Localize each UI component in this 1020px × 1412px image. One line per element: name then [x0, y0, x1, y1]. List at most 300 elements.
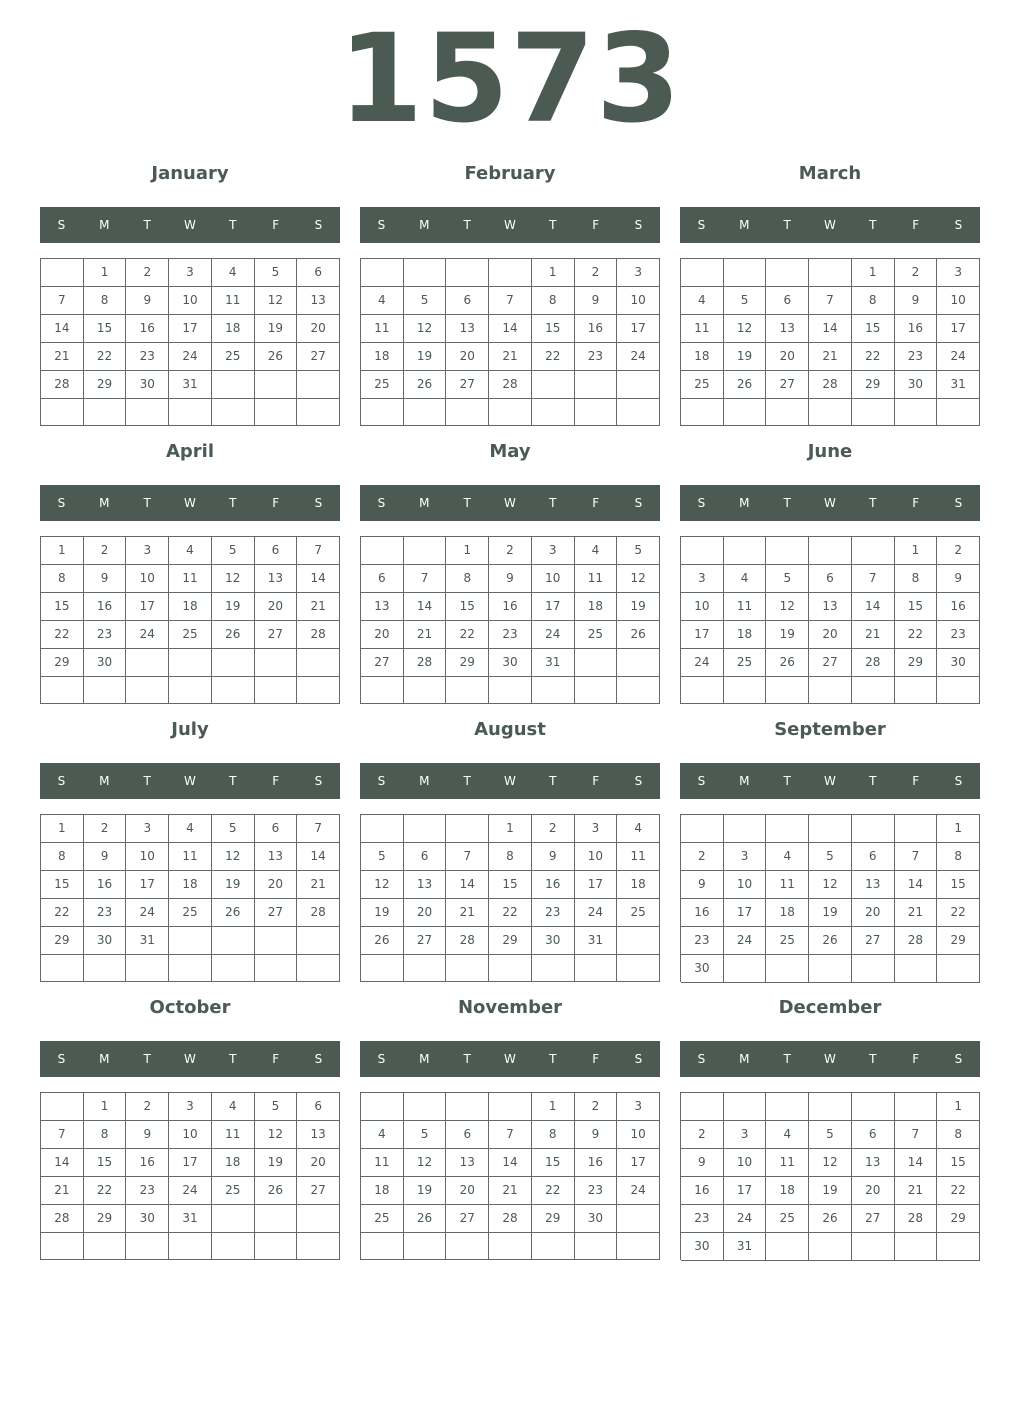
- weekday-label: S: [314, 1052, 323, 1066]
- day-cell: 30: [84, 649, 127, 677]
- day-cell: 2: [575, 259, 618, 287]
- day-cell: 28: [41, 371, 84, 399]
- day-cell: 22: [532, 1177, 575, 1205]
- day-cell: 22: [532, 343, 575, 371]
- day-cell: [532, 1233, 575, 1260]
- day-cell: 29: [895, 649, 938, 677]
- day-grid: [40, 536, 340, 704]
- day-cell: 16: [575, 1149, 618, 1177]
- day-cell: [84, 955, 127, 982]
- day-cell: 9: [575, 1121, 618, 1149]
- day-cell: [297, 955, 340, 982]
- weekday-label: T: [143, 1052, 151, 1066]
- month-title: November: [457, 997, 563, 1018]
- weekday-label: S: [954, 774, 963, 788]
- weekday-label: W: [184, 774, 196, 788]
- month-title: September: [774, 719, 886, 740]
- day-cell: [212, 1233, 255, 1260]
- day-cell: 31: [724, 1233, 767, 1261]
- day-cell: 15: [852, 315, 895, 343]
- day-cell: 5: [361, 843, 404, 871]
- weekday-label: S: [57, 1052, 66, 1066]
- day-cell: 11: [575, 565, 618, 593]
- day-cell: 6: [809, 565, 852, 593]
- day-cell: 1: [84, 259, 127, 287]
- day-cell: 20: [446, 343, 489, 371]
- month-title: December: [778, 997, 882, 1018]
- day-cell: [255, 927, 298, 955]
- day-cell: 13: [852, 871, 895, 899]
- weekday-label: M: [739, 774, 750, 788]
- day-cell: [404, 259, 447, 287]
- day-cell: 19: [809, 899, 852, 927]
- day-cell: 8: [852, 287, 895, 315]
- weekday-label: T: [143, 496, 151, 510]
- day-cell: 17: [617, 315, 660, 343]
- day-cell: 15: [41, 871, 84, 899]
- day-cell: 12: [809, 1149, 852, 1177]
- day-cell: [937, 1233, 980, 1261]
- day-cell: 6: [255, 815, 298, 843]
- day-cell: 5: [617, 537, 660, 565]
- day-cell: 28: [895, 1205, 938, 1233]
- day-cell: 20: [297, 315, 340, 343]
- day-cell: 27: [297, 1177, 340, 1205]
- day-cell: 19: [724, 343, 767, 371]
- weekday-label: T: [783, 218, 791, 232]
- day-cell: 28: [809, 371, 852, 399]
- day-cell: 25: [681, 371, 724, 399]
- day-cell: 19: [212, 593, 255, 621]
- day-cell: [404, 677, 447, 704]
- day-cell: [617, 677, 660, 704]
- day-cell: 4: [617, 815, 660, 843]
- day-cell: 31: [126, 927, 169, 955]
- day-cell: 21: [895, 1177, 938, 1205]
- day-cell: [681, 537, 724, 565]
- day-cell: 9: [937, 565, 980, 593]
- day-cell: [766, 259, 809, 287]
- day-cell: 15: [84, 315, 127, 343]
- day-cell: 20: [361, 621, 404, 649]
- day-grid: [360, 536, 660, 704]
- day-cell: 18: [212, 1149, 255, 1177]
- day-cell: [169, 927, 212, 955]
- day-cell: 28: [489, 1205, 532, 1233]
- weekday-label: S: [697, 218, 706, 232]
- day-cell: 30: [489, 649, 532, 677]
- day-cell: 20: [297, 1149, 340, 1177]
- day-cell: 11: [212, 1121, 255, 1149]
- day-cell: [617, 1205, 660, 1233]
- day-cell: 17: [169, 315, 212, 343]
- day-cell: 6: [852, 1121, 895, 1149]
- day-cell: [446, 1093, 489, 1121]
- day-cell: 8: [532, 287, 575, 315]
- weekday-label: W: [824, 1052, 836, 1066]
- day-cell: 24: [617, 343, 660, 371]
- day-cell: [617, 399, 660, 426]
- weekday-label: S: [57, 774, 66, 788]
- weekday-label: S: [634, 218, 643, 232]
- day-cell: 29: [446, 649, 489, 677]
- day-cell: [446, 677, 489, 704]
- day-cell: 5: [255, 1093, 298, 1121]
- month-title: February: [464, 163, 556, 184]
- day-cell: [809, 1233, 852, 1261]
- day-cell: [532, 371, 575, 399]
- day-cell: [681, 1093, 724, 1121]
- day-cell: 26: [255, 1177, 298, 1205]
- day-cell: [895, 1233, 938, 1261]
- weekday-label: F: [592, 1052, 600, 1066]
- day-cell: 1: [937, 815, 980, 843]
- weekday-label: W: [184, 496, 196, 510]
- weekday-label: F: [912, 774, 920, 788]
- day-cell: 14: [809, 315, 852, 343]
- day-cell: 5: [212, 537, 255, 565]
- weekday-label: F: [272, 218, 280, 232]
- day-cell: 14: [446, 871, 489, 899]
- day-cell: 22: [489, 899, 532, 927]
- day-cell: 15: [489, 871, 532, 899]
- day-cell: [41, 1233, 84, 1260]
- day-cell: 28: [895, 927, 938, 955]
- day-cell: 24: [126, 621, 169, 649]
- weekday-label: F: [912, 1052, 920, 1066]
- day-cell: 23: [84, 899, 127, 927]
- day-cell: 27: [297, 343, 340, 371]
- weekday-label: S: [634, 496, 643, 510]
- day-cell: 5: [404, 1121, 447, 1149]
- day-cell: 3: [575, 815, 618, 843]
- day-cell: 23: [532, 899, 575, 927]
- day-cell: 26: [255, 343, 298, 371]
- day-cell: [126, 1233, 169, 1260]
- day-cell: 16: [681, 1177, 724, 1205]
- day-cell: 23: [84, 621, 127, 649]
- weekday-label: W: [824, 218, 836, 232]
- day-cell: 16: [895, 315, 938, 343]
- day-cell: 1: [489, 815, 532, 843]
- day-cell: 29: [41, 649, 84, 677]
- weekday-label: F: [272, 1052, 280, 1066]
- day-cell: 19: [212, 871, 255, 899]
- day-cell: 25: [575, 621, 618, 649]
- day-cell: 9: [532, 843, 575, 871]
- weekday-label: T: [869, 1052, 877, 1066]
- day-cell: 25: [361, 1205, 404, 1233]
- day-cell: 12: [361, 871, 404, 899]
- day-cell: 17: [937, 315, 980, 343]
- day-grid: [680, 814, 980, 982]
- day-cell: [297, 677, 340, 704]
- day-cell: 19: [766, 621, 809, 649]
- day-cell: 28: [446, 927, 489, 955]
- day-cell: 14: [297, 565, 340, 593]
- day-cell: 1: [532, 1093, 575, 1121]
- day-cell: 12: [617, 565, 660, 593]
- day-cell: 12: [212, 565, 255, 593]
- day-cell: 7: [404, 565, 447, 593]
- day-cell: [255, 677, 298, 704]
- day-cell: [489, 1233, 532, 1260]
- day-cell: 17: [532, 593, 575, 621]
- day-cell: [766, 677, 809, 704]
- day-cell: 10: [937, 287, 980, 315]
- day-cell: 23: [575, 343, 618, 371]
- day-cell: 15: [937, 871, 980, 899]
- day-cell: [41, 1093, 84, 1121]
- day-cell: 8: [446, 565, 489, 593]
- day-cell: 22: [41, 899, 84, 927]
- day-cell: 31: [937, 371, 980, 399]
- day-cell: 2: [575, 1093, 618, 1121]
- day-cell: 6: [766, 287, 809, 315]
- day-cell: 16: [681, 899, 724, 927]
- day-cell: [575, 399, 618, 426]
- day-cell: 5: [404, 287, 447, 315]
- day-cell: [895, 815, 938, 843]
- weekday-header: [680, 1041, 980, 1077]
- day-cell: 2: [126, 1093, 169, 1121]
- day-cell: [617, 1233, 660, 1260]
- day-grid: [680, 258, 980, 426]
- day-cell: [809, 399, 852, 426]
- weekday-label: S: [634, 774, 643, 788]
- day-cell: 2: [126, 259, 169, 287]
- day-cell: [212, 955, 255, 982]
- day-cell: [361, 399, 404, 426]
- day-cell: 24: [169, 343, 212, 371]
- day-cell: 4: [575, 537, 618, 565]
- day-cell: 25: [766, 927, 809, 955]
- weekday-label: T: [783, 496, 791, 510]
- day-cell: [84, 677, 127, 704]
- day-cell: 13: [766, 315, 809, 343]
- day-cell: 12: [766, 593, 809, 621]
- day-cell: [724, 259, 767, 287]
- day-cell: 10: [681, 593, 724, 621]
- day-cell: 21: [489, 343, 532, 371]
- day-cell: 7: [809, 287, 852, 315]
- day-cell: 11: [617, 843, 660, 871]
- day-cell: [766, 1093, 809, 1121]
- day-cell: 9: [84, 565, 127, 593]
- weekday-label: S: [697, 774, 706, 788]
- day-cell: 30: [575, 1205, 618, 1233]
- day-cell: 29: [532, 1205, 575, 1233]
- day-cell: 10: [169, 287, 212, 315]
- day-cell: 23: [126, 1177, 169, 1205]
- day-cell: 5: [766, 565, 809, 593]
- month-title: March: [798, 163, 862, 184]
- day-cell: 5: [212, 815, 255, 843]
- day-cell: [446, 815, 489, 843]
- day-cell: [852, 677, 895, 704]
- day-cell: 14: [489, 1149, 532, 1177]
- day-cell: 18: [724, 621, 767, 649]
- day-cell: 12: [724, 315, 767, 343]
- weekday-label: F: [272, 774, 280, 788]
- day-cell: [852, 815, 895, 843]
- day-cell: [724, 815, 767, 843]
- day-cell: [446, 955, 489, 982]
- day-cell: [255, 399, 298, 426]
- day-cell: 9: [895, 287, 938, 315]
- day-cell: 12: [255, 287, 298, 315]
- day-cell: [724, 677, 767, 704]
- weekday-label: T: [143, 218, 151, 232]
- day-cell: 3: [169, 1093, 212, 1121]
- day-cell: 10: [724, 871, 767, 899]
- day-cell: 14: [852, 593, 895, 621]
- day-cell: 27: [852, 927, 895, 955]
- day-cell: 8: [84, 287, 127, 315]
- day-cell: 22: [852, 343, 895, 371]
- day-cell: 3: [724, 1121, 767, 1149]
- day-cell: 17: [681, 621, 724, 649]
- weekday-label: M: [739, 1052, 750, 1066]
- day-cell: 16: [489, 593, 532, 621]
- weekday-label: T: [463, 774, 471, 788]
- day-cell: 24: [724, 927, 767, 955]
- day-cell: 6: [255, 537, 298, 565]
- day-cell: 27: [852, 1205, 895, 1233]
- day-cell: [937, 399, 980, 426]
- day-cell: 4: [212, 1093, 255, 1121]
- day-grid: [360, 1092, 660, 1260]
- day-cell: 25: [212, 343, 255, 371]
- day-cell: 7: [489, 1121, 532, 1149]
- weekday-header: [40, 1041, 340, 1077]
- day-cell: 25: [724, 649, 767, 677]
- weekday-header: [360, 207, 660, 243]
- day-cell: 2: [681, 1121, 724, 1149]
- day-cell: 18: [766, 1177, 809, 1205]
- day-cell: [937, 677, 980, 704]
- day-cell: 26: [212, 899, 255, 927]
- day-cell: 16: [126, 315, 169, 343]
- day-cell: 3: [681, 565, 724, 593]
- day-cell: [297, 1205, 340, 1233]
- day-cell: [361, 259, 404, 287]
- day-cell: [532, 677, 575, 704]
- day-cell: [84, 399, 127, 426]
- day-cell: [361, 815, 404, 843]
- day-cell: 13: [852, 1149, 895, 1177]
- day-grid: [680, 1092, 980, 1260]
- weekday-header: [680, 485, 980, 521]
- day-cell: [361, 537, 404, 565]
- weekday-label: W: [184, 1052, 196, 1066]
- day-cell: [126, 677, 169, 704]
- day-cell: 22: [84, 1177, 127, 1205]
- weekday-label: W: [504, 218, 516, 232]
- day-cell: 15: [84, 1149, 127, 1177]
- day-cell: [489, 677, 532, 704]
- day-cell: 12: [809, 871, 852, 899]
- weekday-label: T: [549, 496, 557, 510]
- day-cell: 8: [895, 565, 938, 593]
- day-cell: 25: [361, 371, 404, 399]
- day-cell: 14: [895, 871, 938, 899]
- day-cell: 10: [532, 565, 575, 593]
- day-grid: [40, 1092, 340, 1260]
- day-cell: [361, 1233, 404, 1260]
- day-cell: 21: [489, 1177, 532, 1205]
- weekday-label: S: [697, 496, 706, 510]
- day-cell: [404, 1233, 447, 1260]
- day-cell: 10: [169, 1121, 212, 1149]
- day-cell: 18: [361, 1177, 404, 1205]
- day-cell: [766, 955, 809, 983]
- day-cell: 1: [446, 537, 489, 565]
- day-cell: [681, 259, 724, 287]
- weekday-label: W: [824, 774, 836, 788]
- day-cell: 9: [126, 287, 169, 315]
- month-title: April: [165, 441, 215, 462]
- day-cell: 31: [169, 1205, 212, 1233]
- day-cell: [212, 927, 255, 955]
- day-cell: 18: [169, 871, 212, 899]
- day-cell: [724, 537, 767, 565]
- day-cell: 19: [255, 1149, 298, 1177]
- day-cell: 17: [575, 871, 618, 899]
- weekday-label: W: [184, 218, 196, 232]
- day-cell: 4: [724, 565, 767, 593]
- weekday-label: W: [504, 496, 516, 510]
- day-cell: [617, 927, 660, 955]
- day-cell: 12: [212, 843, 255, 871]
- day-cell: 27: [255, 621, 298, 649]
- day-cell: 21: [41, 343, 84, 371]
- day-cell: 23: [681, 1205, 724, 1233]
- day-cell: 3: [617, 1093, 660, 1121]
- weekday-label: M: [419, 496, 430, 510]
- day-cell: [255, 1205, 298, 1233]
- day-cell: 24: [681, 649, 724, 677]
- day-cell: [617, 371, 660, 399]
- weekday-label: T: [229, 1052, 237, 1066]
- weekday-label: M: [99, 496, 110, 510]
- day-cell: [809, 955, 852, 983]
- day-cell: 17: [724, 1177, 767, 1205]
- day-cell: 31: [575, 927, 618, 955]
- day-cell: 11: [212, 287, 255, 315]
- day-cell: [212, 399, 255, 426]
- day-cell: 9: [575, 287, 618, 315]
- day-cell: 8: [937, 843, 980, 871]
- day-cell: 29: [84, 1205, 127, 1233]
- month-title: July: [171, 719, 209, 740]
- day-cell: [212, 1205, 255, 1233]
- weekday-label: T: [463, 496, 471, 510]
- day-cell: 18: [212, 315, 255, 343]
- day-cell: [809, 259, 852, 287]
- day-cell: 26: [809, 1205, 852, 1233]
- day-cell: 19: [404, 343, 447, 371]
- day-cell: [852, 399, 895, 426]
- day-cell: [895, 1093, 938, 1121]
- day-grid: [360, 814, 660, 982]
- day-cell: 10: [126, 843, 169, 871]
- day-cell: 7: [446, 843, 489, 871]
- day-cell: [212, 371, 255, 399]
- day-cell: 28: [297, 621, 340, 649]
- day-cell: [169, 677, 212, 704]
- day-cell: 26: [361, 927, 404, 955]
